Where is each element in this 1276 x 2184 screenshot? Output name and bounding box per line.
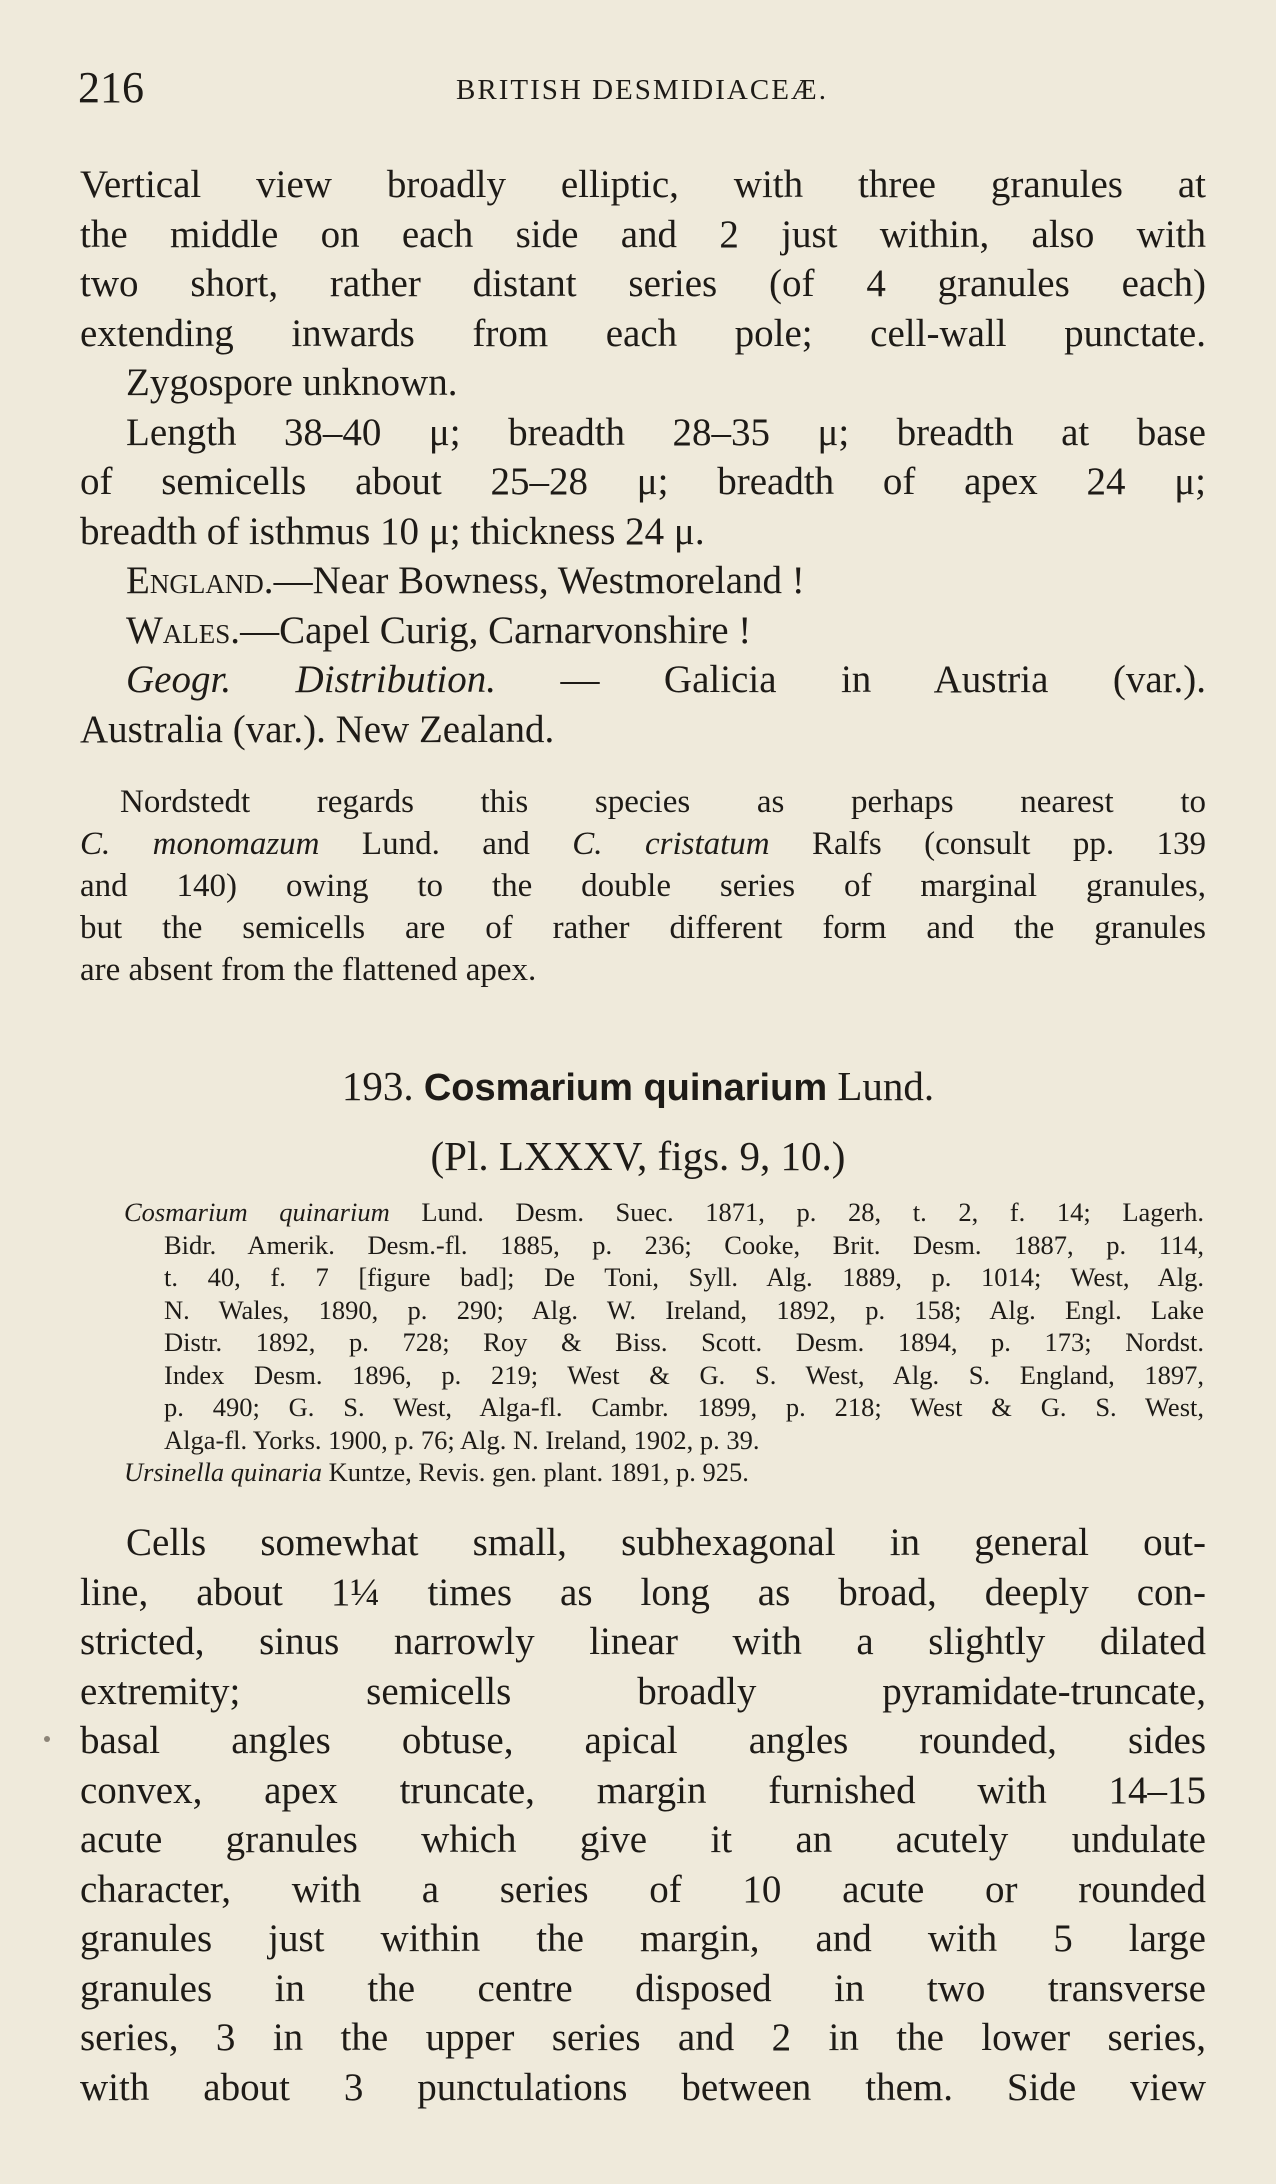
- running-head: BRITISH DESMIDIACEÆ.: [456, 74, 828, 106]
- synonymy-line: [124, 1196, 1204, 1229]
- note-text: Lund. and: [319, 826, 573, 862]
- distribution-text: — Galicia in Austria (var.).: [495, 658, 1206, 701]
- species-author: Lund.: [837, 1063, 935, 1109]
- species-number: 193.: [341, 1063, 414, 1109]
- zygospore-line: Zygospore unknown.: [126, 361, 458, 404]
- text-line: two short, rather distant series (of 4 granules each): [80, 262, 1206, 305]
- dimensions-line: breadth of isthmus 10 μ; thickness 24 μ.: [80, 509, 705, 553]
- synonymy-line: Bidr. Amerik. Desm.-fl. 1885, p. 236; Cooke, Brit. Desm. 1887, p. 114,: [164, 1229, 1204, 1260]
- synonymy-line: p. 490; G. S. West, Alga-fl. Cambr. 1899, p. 218; West & G. S. West,: [164, 1392, 1204, 1422]
- text-line: granules just within the margin, and with 5 large: [80, 1917, 1206, 1960]
- locality-text: —Capel Curig, Carnarvonshire !: [240, 608, 752, 652]
- page-number: 216: [78, 63, 144, 112]
- text-line: character, with a series of 10 acute or rounded: [80, 1867, 1206, 1911]
- note-line: and 140) owing to the double series of marginal granules,: [80, 868, 1206, 904]
- distribution-label: Geogr. Distribution.: [126, 658, 496, 701]
- locality-text: —Near Bowness, Westmoreland !: [273, 559, 805, 602]
- taxon-name: Ursinella quinaria: [124, 1457, 323, 1487]
- text-line: the middle on each side and 2 just within, also with: [80, 212, 1206, 256]
- text-line: stricted, sinus narrowly linear with a slightly dilated: [80, 1620, 1206, 1663]
- taxon-name: C. monomazum: [80, 826, 320, 862]
- taxon-name: C. cristatum: [572, 826, 770, 862]
- synonymy-line: Index Desm. 1896, p. 219; West & G. S. West, Alg. S. England, 1897,: [164, 1359, 1204, 1390]
- text-line: convex, apex truncate, margin furnished with 14–15: [80, 1768, 1206, 1812]
- synonymy-text: Lund. Desm. Suec. 1871, p. 28, t. 2, f. 14; Lagerh.: [389, 1197, 1204, 1227]
- synonymy-block: [124, 1196, 1204, 1489]
- synonymy-line: Distr. 1892, p. 728; Roy & Biss. Scott. Desm. 1894, p. 173; Nordst.: [164, 1327, 1204, 1357]
- text-line: granules in the centre disposed in two transverse: [80, 1966, 1206, 2010]
- synonymy-line: Alga-fl. Yorks. 1900, p. 76; Alg. N. Ireland, 1902, p. 39.: [164, 1424, 760, 1455]
- text-line: line, about 1¼ times as long as broad, deeply con-: [80, 1570, 1206, 1614]
- plate-reference: (Pl. LXXXV, figs. 9, 10.): [430, 1133, 846, 1179]
- text-line: extending inwards from each pole; cell-wall punctate.: [80, 311, 1206, 355]
- text-line: Cells somewhat small, subhexagonal in general out-: [126, 1521, 1206, 1564]
- distribution-line: Australia (var.). New Zealand.: [80, 707, 555, 751]
- description-paragraph: [80, 160, 1206, 754]
- distribution-line: [80, 655, 1206, 705]
- dimensions-line: of semicells about 25–28 μ; breadth of apex 24 μ;: [80, 460, 1206, 503]
- species-heading: [0, 1062, 1276, 1110]
- note-line: are absent from the flattened apex.: [80, 952, 537, 988]
- text-line: Vertical view broadly elliptic, with three granules at: [80, 163, 1206, 206]
- note-text: Ralfs (consult pp. 139: [769, 826, 1206, 862]
- locality-england: [80, 556, 1206, 606]
- dimensions-line: Length 38–40 μ; breadth 28–35 μ; breadth at base: [126, 410, 1206, 454]
- locality-label: England.: [126, 559, 274, 602]
- note-paragraph: [80, 781, 1206, 991]
- text-line: acute granules which give it an acutely undulate: [80, 1818, 1206, 1861]
- species-name: Cosmarium quinarium: [423, 1067, 828, 1109]
- synonymy-text: Kuntze, Revis. gen. plant. 1891, p. 925.: [322, 1457, 749, 1487]
- locality-wales: [80, 606, 1206, 656]
- text-line: basal angles obtuse, apical angles rounded, sides: [80, 1719, 1206, 1762]
- page-header: [78, 62, 1206, 122]
- note-line: but the semicells are of rather different form and the granules: [80, 910, 1206, 946]
- synonymy-line: N. Wales, 1890, p. 290; Alg. W. Ireland, 1892, p. 158; Alg. Engl. Lake: [164, 1294, 1204, 1325]
- synonymy-line: [124, 1456, 1204, 1489]
- note-line: [80, 823, 1206, 865]
- locality-label: Wales.: [126, 608, 241, 652]
- paper-speck: [44, 1736, 50, 1742]
- text-line: series, 3 in the upper series and 2 in the lower series,: [80, 2016, 1206, 2059]
- text-line: with about 3 punctulations between them. Side view: [80, 2065, 1206, 2109]
- note-line: Nordstedt regards this species as perhaps nearest to: [120, 784, 1206, 820]
- synonymy-line: t. 40, f. 7 [figure bad]; De Toni, Syll. Alg. 1889, p. 1014; West, Alg.: [164, 1262, 1204, 1292]
- taxon-name: Cosmarium quinarium: [124, 1197, 390, 1227]
- text-line: extremity; semicells broadly pyramidate-truncate,: [80, 1669, 1206, 1713]
- cells-paragraph: [80, 1518, 1206, 2112]
